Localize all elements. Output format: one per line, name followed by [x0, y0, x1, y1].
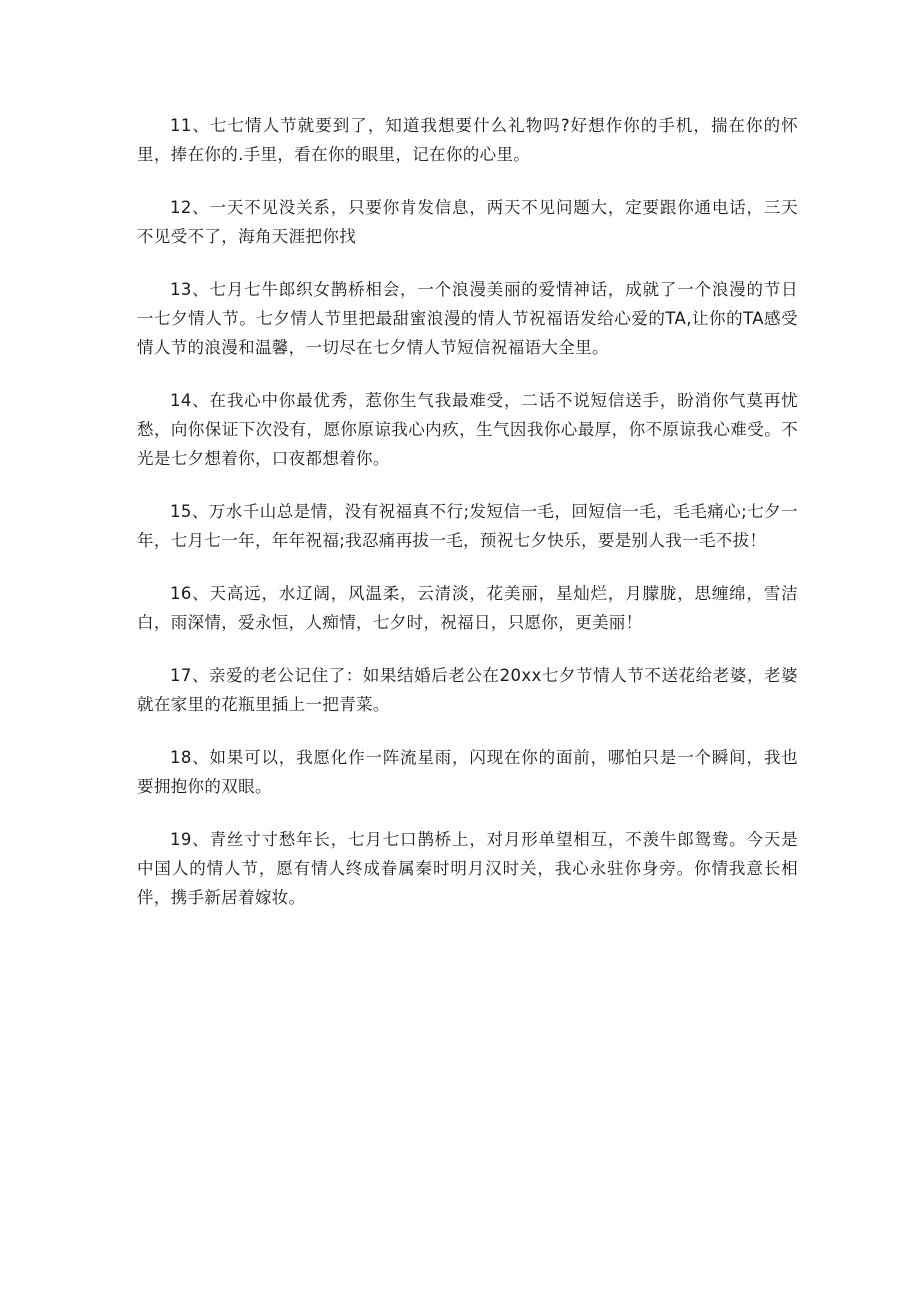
paragraph-13: 13、七月七牛郎织女鹊桥相会，一个浪漫美丽的爱情神话，成就了一个浪漫的节日一七夕情人节。七夕情人节里把最甜蜜浪漫的情人节祝福语发给心爱的TA,让你的TA感受情人节的浪漫和温馨，一切尽在七夕情人节短信祝福语大全里。 — [137, 280, 798, 357]
paragraph-12: 12、一天不见没关系，只要你肯发信息，两天不见问题大，定要跟你通电话，三天不见受不了，海角天涯把你找 — [137, 198, 798, 246]
paragraph-15: 15、万水千山总是情，没有祝福真不行;发短信一毛，回短信一毛，毛毛痛心;七夕一年，七月七一年，年年祝福;我忍痛再拔一毛，预祝七夕快乐，要是别人我一毛不拔！ — [137, 502, 798, 550]
document-body — [137, 111, 798, 936]
paragraph-18: 18、如果可以，我愿化作一阵流星雨，闪现在你的面前，哪怕只是一个瞬间，我也要拥抱你的双眼。 — [137, 748, 798, 796]
paragraph-16: 16、天高远，水辽阔，风温柔，云清淡，花美丽，星灿烂，月朦胧，思缠绵，雪洁白，雨深情，爱永恒，人痴情，七夕时，祝福日，只愿你，更美丽！ — [137, 584, 798, 632]
paragraph-19: 19、青丝寸寸愁年长，七月七口鹊桥上，对月形单望相互，不羡牛郎鸳鸯。今天是中国人的情人节，愿有情人终成眷属秦时明月汉时关，我心永驻你身旁。你情我意长相伴，携手新居着嫁妆。 — [137, 830, 798, 907]
paragraph-17: 17、亲爱的老公记住了：如果结婚后老公在20xx七夕节情人节不送花给老婆，老婆就在家里的花瓶里插上一把青菜。 — [137, 666, 798, 714]
paragraph-11: 11、七七情人节就要到了，知道我想要什么礼物吗?好想作你的手机，揣在你的怀里，捧在你的.手里，看在你的眼里，记在你的心里。 — [137, 116, 798, 164]
paragraph-14: 14、在我心中你最优秀，惹你生气我最难受，二话不说短信送手，盼消你气莫再忧愁，向你保证下次没有，愿你原谅我心内疚，生气因我你心最厚，你不原谅我心难受。不光是七夕想着你，口夜都想着你。 — [137, 391, 798, 468]
